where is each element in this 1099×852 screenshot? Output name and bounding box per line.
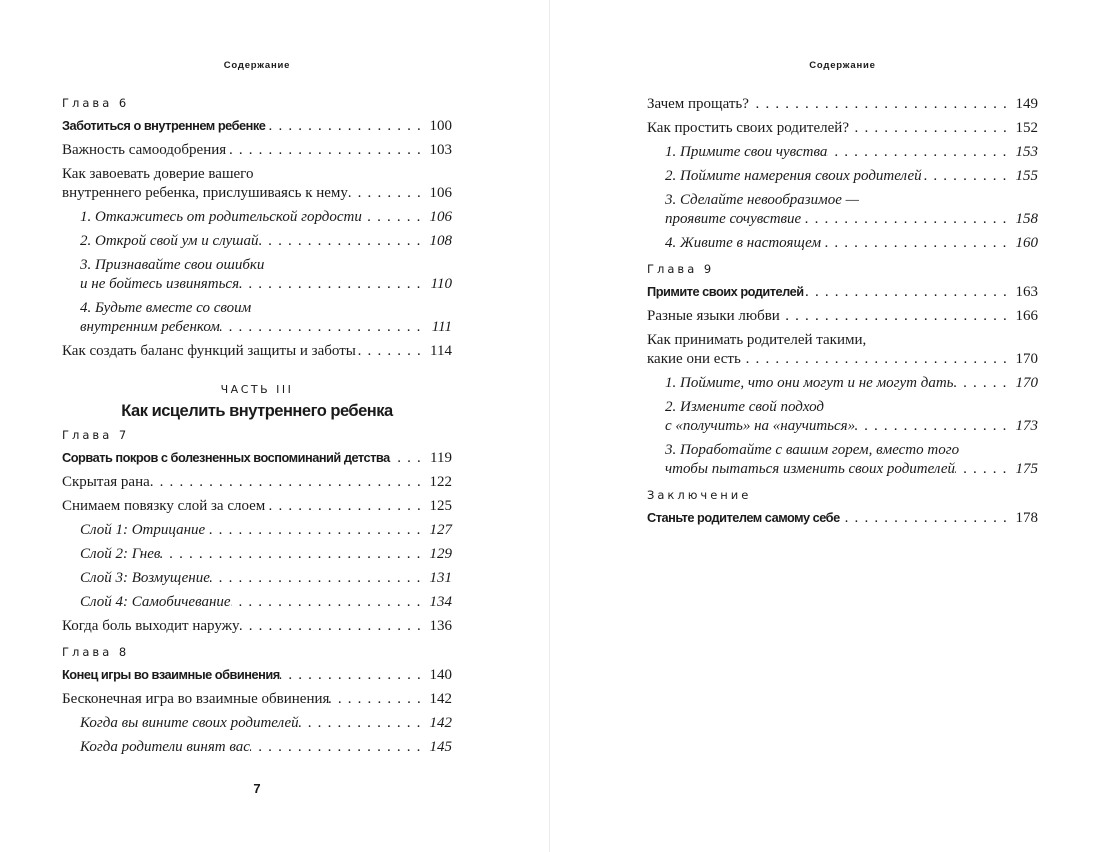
page-folio: 7 (253, 781, 261, 796)
toc-entry[interactable]: Как простить своих родителей? . . . 152 (647, 119, 1038, 138)
part-label: ЧАСТЬ III (220, 383, 294, 396)
page-gutter (549, 0, 550, 852)
page-number: 125 (429, 498, 452, 514)
chapter-label: Заключение (647, 488, 752, 502)
toc-entry[interactable]: 4. Живите в настоящем . . . 160 (647, 234, 1038, 253)
left-page (62, 0, 452, 852)
page-number: 134 (429, 594, 452, 610)
toc-entry[interactable]: Примите своих родителей . . . 163 (647, 282, 1038, 302)
page-number: 158 (1015, 211, 1038, 227)
page-number: 100 (429, 118, 452, 134)
toc-entry[interactable]: 1. Откажитесь от родительской гордости . . . 106 (62, 208, 452, 227)
table-of-contents (62, 94, 452, 762)
chapter-label: Глава 6 (62, 96, 130, 110)
toc-entry[interactable]: Когда вы вините своих родителей . . . 142 (62, 714, 452, 733)
toc-entry[interactable]: Слой 3: Возмущение . . . 131 (62, 569, 452, 588)
toc-entry[interactable]: Сорвать покров с болезненных воспоминаний детства . . . 119 (62, 448, 452, 468)
page-number: 175 (1015, 461, 1038, 477)
page-number: 136 (429, 618, 452, 634)
toc-entry[interactable]: Конец игры во взаимные обвинения . . . 140 (62, 665, 452, 685)
page-number: 173 (1015, 418, 1038, 434)
page-number: 178 (1015, 510, 1038, 526)
page-number: 127 (429, 522, 452, 538)
page-number: 110 (430, 276, 452, 292)
page-number: 142 (429, 715, 452, 731)
page-number: 166 (1015, 308, 1038, 324)
page-number: 119 (430, 450, 452, 466)
page-number: 108 (429, 233, 452, 249)
toc-entry[interactable]: 2. Открой свой ум и слушай . . . 108 (62, 232, 452, 251)
toc-entry[interactable]: 1. Примите свои чувства . . . 153 (647, 143, 1038, 162)
page-number: 106 (429, 185, 452, 201)
running-head: Содержание (223, 60, 291, 71)
toc-entry[interactable]: 3. Поработайте с вашим горем, вместо того чтобы пытаться изменить своих родителей . . . 175 (647, 441, 1038, 479)
toc-entry[interactable]: Когда родители винят вас . . . 145 (62, 738, 452, 757)
page-number: 103 (429, 142, 452, 158)
page-number: 170 (1015, 375, 1038, 391)
toc-entry[interactable]: Слой 1: Отрицание . . . 127 (62, 521, 452, 540)
toc-entry[interactable]: Слой 2: Гнев . . . 129 (62, 545, 452, 564)
toc-entry[interactable]: 3. Признавайте свои ошибки и не бойтесь извиняться . . . 110 (62, 256, 452, 294)
toc-entry[interactable]: Заботиться о внутреннем ребенке . . . 100 (62, 116, 452, 136)
page-number: 142 (429, 691, 452, 707)
page-number: 129 (429, 546, 452, 562)
page-number: 131 (429, 570, 452, 586)
page-number: 163 (1015, 284, 1038, 300)
page-number: 111 (431, 319, 452, 335)
part-heading (62, 380, 452, 423)
toc-entry[interactable]: Слой 4: Самобичевание . . . 134 (62, 593, 452, 612)
toc-entry[interactable]: Снимаем повязку слой за слоем . . . 125 (62, 497, 452, 516)
toc-entry[interactable]: Как принимать родителей такими, какие они есть . . . 170 (647, 331, 1038, 369)
toc-entry[interactable]: Скрытая рана . . . 122 (62, 473, 452, 492)
page-number: 149 (1015, 96, 1038, 112)
page-number: 152 (1015, 120, 1038, 136)
page-number: 170 (1015, 351, 1038, 367)
part-title[interactable]: Как исцелить внутреннего ребенка (121, 402, 393, 420)
right-page (647, 0, 1038, 852)
toc-entry[interactable]: Зачем прощать? . . . 149 (647, 95, 1038, 114)
toc-entry[interactable]: 4. Будьте вместе со своим внутренним ребенком . . . 111 (62, 299, 452, 337)
chapter-label: Глава 8 (62, 645, 130, 659)
toc-entry[interactable]: Когда боль выходит наружу . . . 136 (62, 617, 452, 636)
toc-entry[interactable]: 3. Сделайте невообразимое — проявите сочувствие . . . 158 (647, 191, 1038, 229)
chapter-label: Глава 9 (647, 262, 715, 276)
page-number: 106 (429, 209, 452, 225)
toc-entry[interactable]: Бесконечная игра во взаимные обвинения . . . 142 (62, 690, 452, 709)
toc-entry[interactable]: Разные языки любви . . . 166 (647, 307, 1038, 326)
page-number: 145 (429, 739, 452, 755)
toc-entry[interactable]: Станьте родителем самому себе . . . 178 (647, 508, 1038, 528)
toc-entry[interactable]: Важность самоодобрения . . . 103 (62, 141, 452, 160)
toc-entry[interactable]: 1. Поймите, что они могут и не могут дать . . . 170 (647, 374, 1038, 393)
page-number: 122 (429, 474, 452, 490)
page-number: 153 (1015, 144, 1038, 160)
page-number: 114 (430, 343, 452, 359)
chapter-label: Глава 7 (62, 428, 130, 442)
page-number: 160 (1015, 235, 1038, 251)
running-head: Содержание (809, 60, 876, 71)
toc-entry[interactable]: Как завоевать доверие вашего внутреннего ребенка, прислушиваясь к нему . . . 106 (62, 165, 452, 203)
page-number: 155 (1015, 168, 1038, 184)
toc-entry[interactable]: Как создать баланс функций защиты и заботы . . . 114 (62, 342, 452, 361)
toc-entry[interactable]: 2. Поймите намерения своих родителей . . . 155 (647, 167, 1038, 186)
page-number: 140 (429, 667, 452, 683)
table-of-contents (647, 95, 1038, 533)
toc-entry[interactable]: 2. Измените свой подход с «получить» на «научиться» . . . 173 (647, 398, 1038, 436)
